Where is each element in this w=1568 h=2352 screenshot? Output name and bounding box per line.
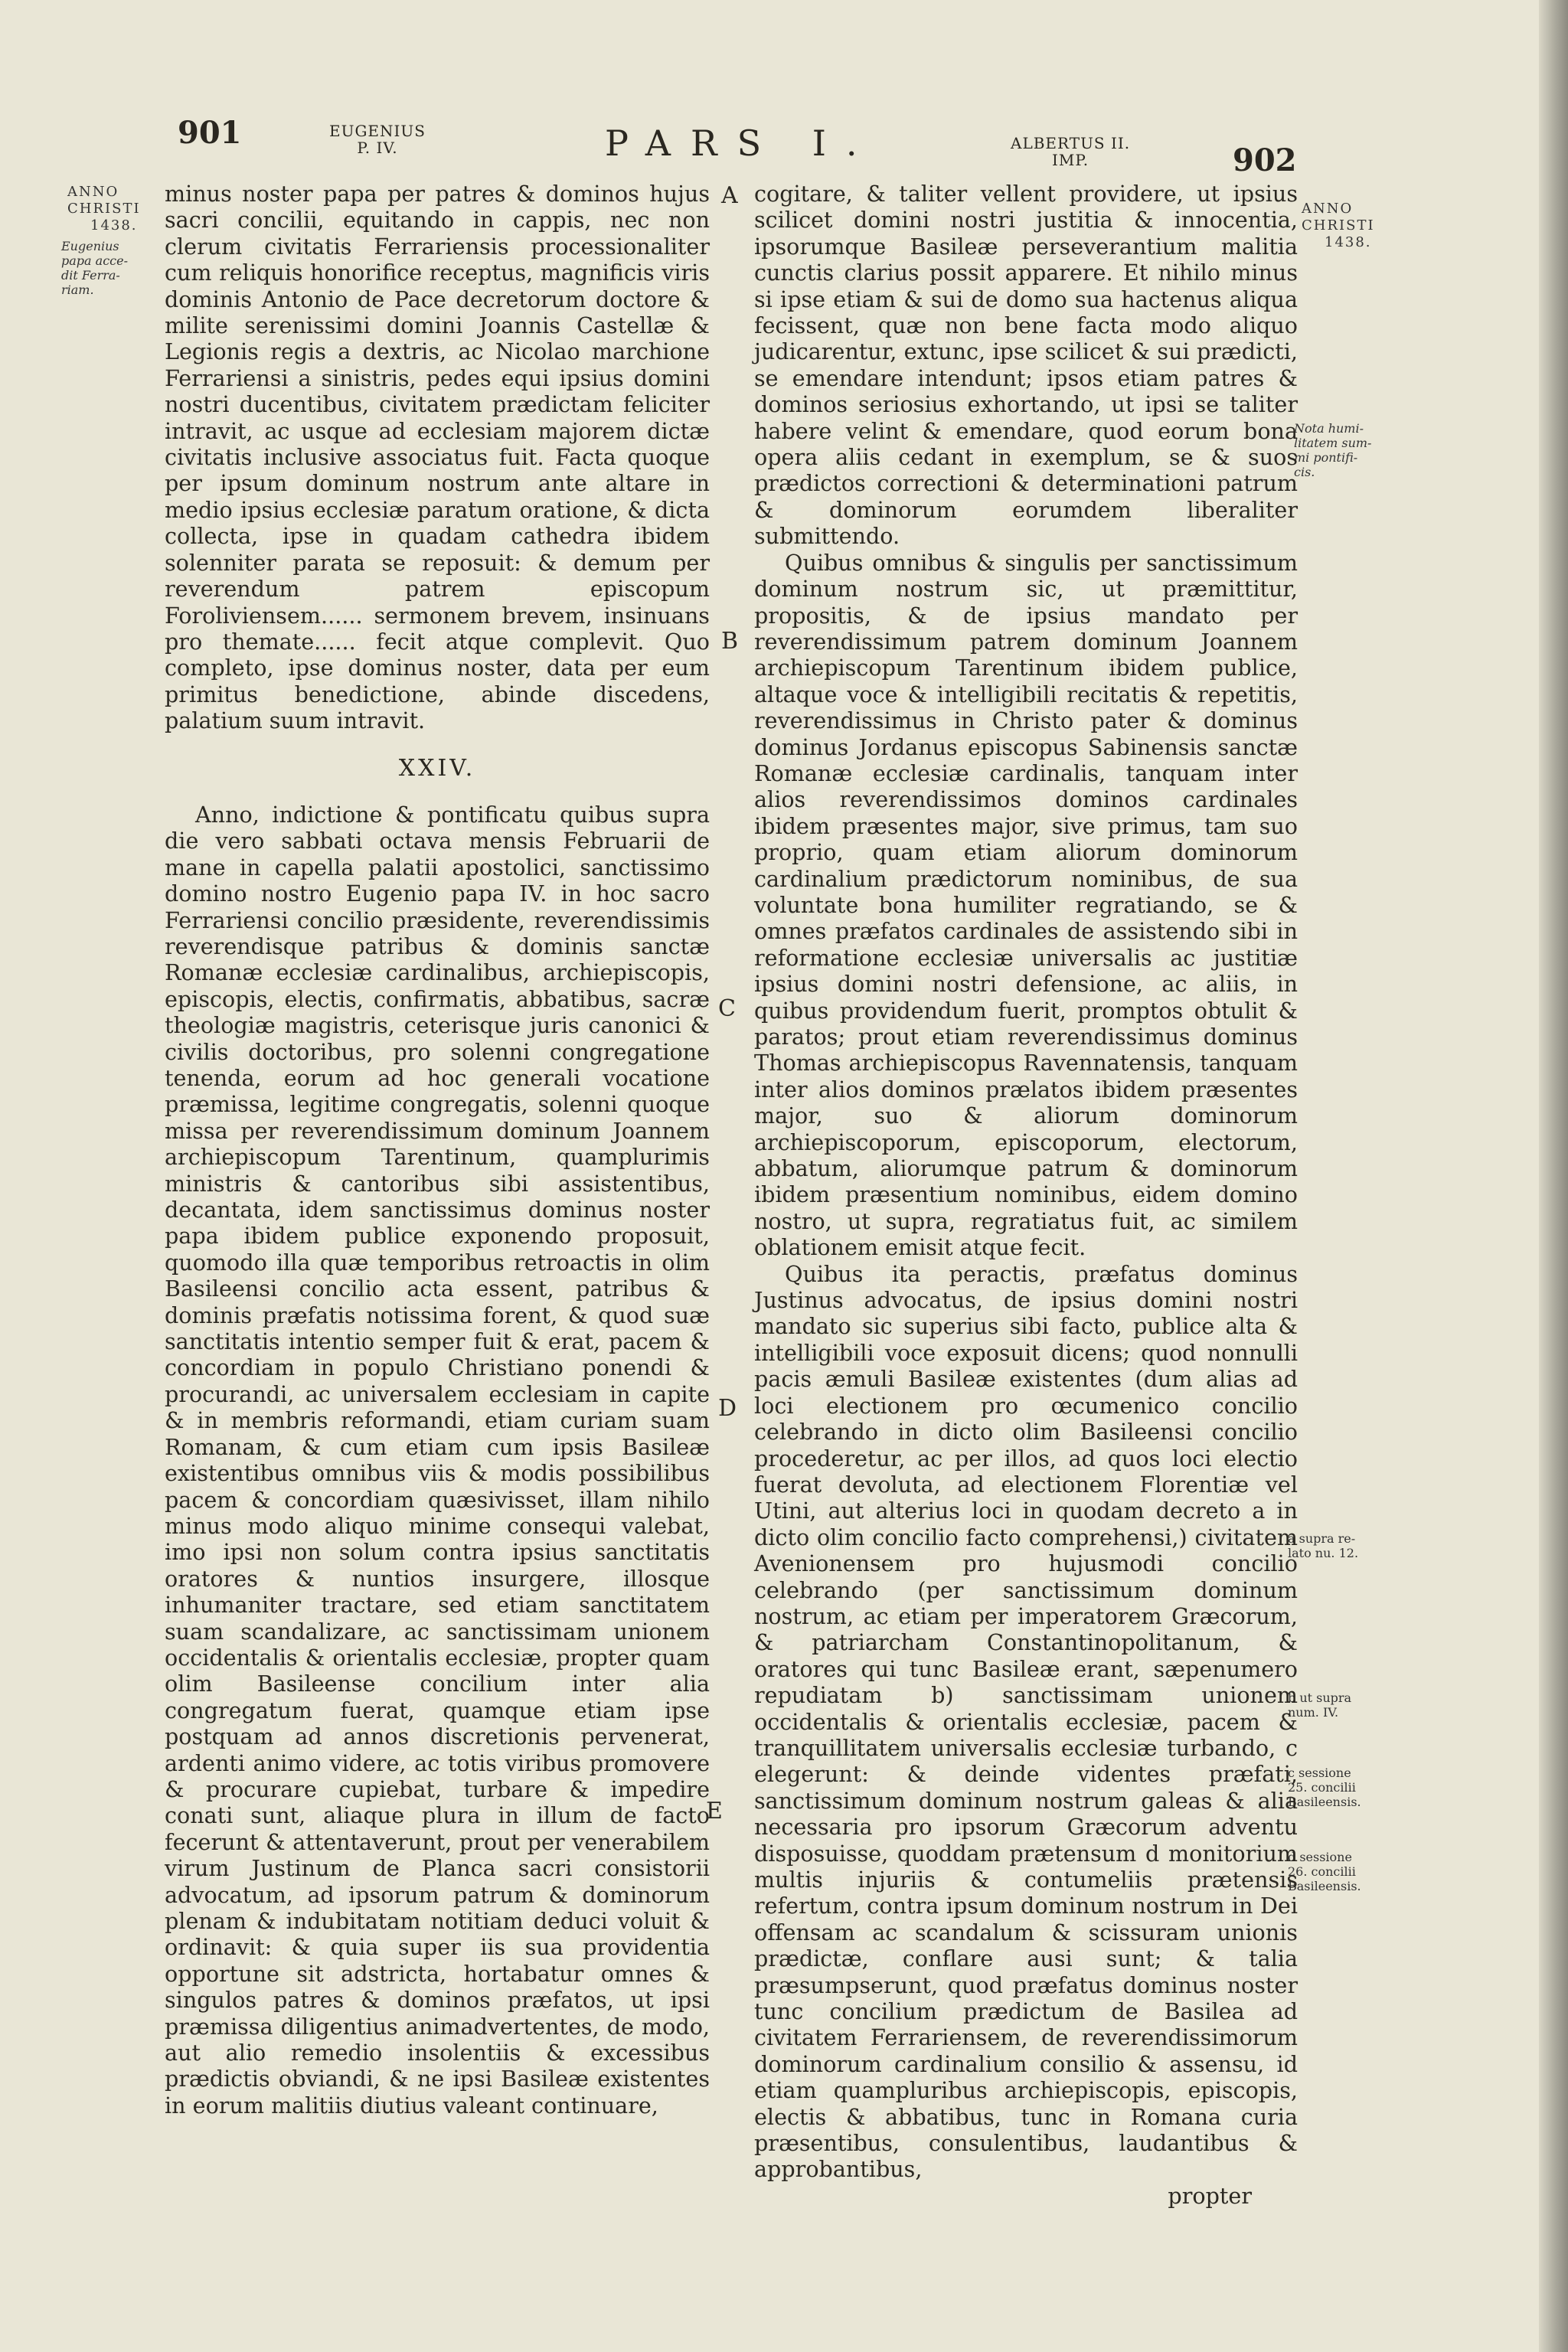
running-head-line: EUGENIUS (329, 122, 426, 140)
left-margin-year (67, 184, 141, 234)
page-edge-shadow (1539, 0, 1568, 2352)
margin-note-line: Basileensis. (1288, 1795, 1361, 1809)
right-margin-year (1302, 201, 1375, 251)
margin-year: 1438. (90, 217, 138, 234)
margin-note-line: Basileensis. (1288, 1879, 1361, 1893)
margin-christi: CHRISTI (1302, 217, 1375, 234)
margin-note-line: b ut supra (1288, 1690, 1352, 1705)
running-head-line: P. IV. (357, 139, 398, 157)
margin-note-line: c sessione (1288, 1766, 1351, 1780)
left-running-head (329, 122, 426, 156)
page-title: PARS I. (605, 122, 877, 164)
margin-note-line: 25. concilii (1288, 1780, 1356, 1795)
margin-anno: ANNO (67, 184, 119, 200)
right-running-head (1011, 135, 1130, 168)
right-margin-note-humilitatem (1294, 421, 1371, 479)
right-paragraph-2: Quibus omnibus & singulis per sanctissimum dominum nostrum sic, ut præmittitur, propositis, & de ipsius mandato per reverendissimum patrem dominum Joannem archiepiscopum Tarentinum ibidem publice, altaque voce & intelligibili recitatis & repetitis, reverendissimus in Christo pater & dominus dominus Jordanus episcopus Sabinensis sanctæ Romanæ ecclesiæ cardinalis, tanquam inter alios reverendissimos dominos cardinales ibidem præsentes major, sive primus, tam suo proprio, quam etiam aliorum dominorum cardinalium prædictorum nominibus, de sua voluntate bona humiliter regratiando, se & omnes præfatos cardinales de assistendo sibi in reformatione ecclesiæ universalis ac justitiæ ipsius domini nostri defensione, ac aliis, in quibus providendum fuerit, promptos obtulit & paratos; prout etiam reverendissimus dominus Thomas archiepiscopus Ravennatensis, tanquam inter alios dominos prælatos ibidem præsentes major, suo & aliorum dominorum archiepiscoporum, episcoporum, electorum, abbatum, aliorumque patrum & dominorum ibidem præsentium nominibus, eidem domino nostro, ut supra, regratiatus fuit, ac similem oblationem emisit atque fecit. (754, 549, 1298, 1261)
running-head-line: IMP. (1052, 151, 1089, 169)
margin-note-line: num. IV. (1288, 1705, 1339, 1720)
right-paragraph-1: cogitare, & taliter vellent providere, ut ipsius scilicet domini nostri justitia & innocentia, ipsorumque Basileæ perseverantium malitia cunctis clarius possit apparere. Et nihilo minus si ipse etiam & sui de domo sua hactenus aliqua fecissent, quæ non bene facta modo aliquo judicarentur, extunc, ipse scilicet & sui prædicti, se emendare intendunt; ipsos etiam patres & dominos seriosius exhortando, ut ipsi se taliter habere velint & emendare, quod eorum bona opera aliis cedant in exemplum, se & suos prædictos correctioni & determinationi patrum & dominorum eorumdem liberaliter submittendo. (754, 181, 1298, 550)
section-heading: XXIV. (398, 754, 476, 782)
margin-note-line: litatem sum- (1294, 436, 1372, 450)
section-letter-c: C (718, 995, 736, 1022)
margin-note-line: Nota humi- (1294, 421, 1364, 436)
catchword: propter (1168, 2182, 1252, 2209)
margin-anno: ANNO (1302, 201, 1354, 217)
margin-note-line: riam. (61, 283, 94, 297)
section-letter-b: B (721, 628, 739, 655)
margin-note-line: lato nu. 12. (1288, 1546, 1359, 1560)
margin-note-line: papa acce- (61, 253, 128, 268)
section-letter-d: D (718, 1395, 737, 1422)
right-paragraph-3: Quibus ita peractis, præfatus dominus Justinus advocatus, de ipsius domini nostri mandato sic superius sibi facto, publice alta & intelligibili voce exposuit dicens; quod nonnulli pacis æmuli Basileæ existentes (dum alias ad loci electionem pro œcumenico concilio celebrando in dicto olim Basileensi concilio procederetur, ac per illos, ad quos loci electio fuerat devoluta, ad electionem Florentiæ vel Utini, aut alterius loci in quodam decreto a in dicto olim concilio facto comprehensi,) civitatem Avenionensem pro hujusmodi concilio celebrando (per sanctissimum dominum nostrum, ac etiam per imperatorem Græcorum, & patriarcham Constantinopolitanum, & oratores qui tunc Basileæ erant, sæpenumero repudiatam b) sanctissimam unionem occidentalis & orientalis ecclesiæ, pacem & tranquillitatem universalis ecclesiæ turbando, c elegerunt: & deinde videntes præfati, sanctissimum dominum nostrum galeas & alia necessaria pro ipsorum Græcorum adventu disposuisse, quoddam prætensum d monitorium multis injuriis & contumeliis prætensis refertum, contra ipsum dominum nostrum in Dei offensam ac scandalum & scissuram unionis prædictæ, conflare ausi sunt; & talia præsumpserunt, quod præfatus dominus noster tunc concilium prædictum de Basilea ad civitatem Ferrariensem, de reverendissimorum dominorum cardinalium consilio & assensu, id etiam quampluribus archiepiscopis, episcopis, electis & abbatibus, tunc in Romana curia præsentibus, consulentibus, laudantibus & approbantibus, (754, 1260, 1298, 2183)
section-letter-a: A (721, 182, 738, 209)
margin-note-line: a supra re- (1288, 1531, 1356, 1546)
left-text-column (165, 181, 710, 2118)
margin-note-line: 26. concilii (1288, 1864, 1356, 1879)
left-margin-note (61, 239, 128, 297)
right-margin-note-a (1288, 1531, 1358, 1560)
running-head-line: ALBERTUS II. (1011, 134, 1131, 152)
margin-year: 1438. (1325, 234, 1372, 250)
left-paragraph-2: Anno, indictione & pontificatu quibus supra die vero sabbati octava mensis Februarii de mane in capella palatii apostolici, sanctissimo domino nostro Eugenio papa IV. in hoc sacro Ferrariensi concilio præsidente, reverendissimis reverendisque patribus & dominis sanctæ Romanæ ecclesiæ cardinalibus, archiepiscopis, episcopis, electis, confirmatis, abbatibus, sacræ theologiæ magistris, ceterisque juris canonici & civilis doctoribus, pro solenni congregatione tenenda, eorum ad hoc generali vocatione præmissa, legitime congregatis, solenni quoque missa per reverendissimum dominum Joannem archiepiscopum Tarentinum, quamplurimis ministris & cantoribus sibi assistentibus, decantata, idem sanctissimus dominus noster papa ibidem publice exponendo proposuit, quomodo illa quæ temporibus retroactis in olim Basileensi concilio acta essent, patribus & dominis præfatis notissima forent, & quod suæ sanctitatis intentio semper fuit & erat, pacem & concordiam in populo Christiano ponendi & procurandi, ac universalem ecclesiam in capite & in membris reformandi, etiam curiam suam Romanam, & cum etiam cum ipsis Basileæ existentibus omnibus viis & modis possibilibus pacem & concordiam quæsivisset, illam nihilo minus modo aliquo minime consequi valebat, imo ipsi non solum contra ipsius sanctitatis oratores & nuntios insurgere, illosque inhumaniter tractare, sed etiam sanctitatem suam scandalizare, ac sanctissimam unionem occidentalis & orientalis ecclesiæ, propter quam olim Basileense concilium inter alia congregatum fuerat, quamque etiam ipse postquam ad annos discretionis pervenerat, ardenti animo videre, ac totis viribus promovere & procurare cupiebat, turbare & impedire conati sunt, aliaque plura in illum de facto fecerunt & attentaverunt, prout per venerabilem virum Justinum de Planca sacri consistorii advocatum, ad ipsorum patrum & dominorum plenam & indubitatam notitiam deduci voluit & ordinavit: & quia super iis sua providentia opportune sit adstricta, hortabatur omnes & singulos patres & dominos præfatos, ut ipsi præmissa diligentius animadvertentes, de modo, aut alio remedio insolentiis & excessibus prædictis obviandi, & ne ipsi Basileæ existentes in eorum malitiis diutius valeant continuare, (165, 801, 710, 2118)
section-letter-e: E (706, 1798, 723, 1824)
left-paragraph-1: minus noster papa per patres & dominos hujus sacri concilii, equitando in cappis, nec non clerum civitatis Ferrariensis processionaliter cum reliquis honorifice receptus, magnificis viris dominis Antonio de Pace decretorum doctore & milite serenissimi domini Joannis Castellæ & Legionis regis a dextris, ac Nicolao marchione Ferrariensi a sinistris, pedes equi ipsius domini nostri ducentibus, civitatem prædictam feliciter intravit, ac usque ad ecclesiam majorem dictæ civitatis inclusive associatus fuit. Facta quoque per ipsum dominum nostrum ante altare in medio ipsius ecclesiæ paratum oratione, & dicta collecta, ipse in quadam cathedra ibidem solenniter parata se reposuit: & demum per reverendum patrem episcopum Foroliviensem...... sermonem brevem, insinuans pro themate...... fecit atque complevit. Quo completo, ipse dominus noster, data per eum primitus benedictione, abinde discedens, palatium suum intravit. (165, 181, 710, 734)
margin-note-line: cis. (1294, 465, 1315, 479)
left-page-number: 901 (178, 115, 242, 151)
margin-note-line: d sessione (1288, 1850, 1352, 1864)
right-page-number: 902 (1233, 142, 1297, 178)
right-text-column (754, 181, 1298, 2209)
right-margin-note-c (1288, 1766, 1361, 1809)
right-margin-note-d (1288, 1850, 1361, 1893)
margin-note-line: Eugenius (61, 239, 119, 253)
margin-note-line: dit Ferra- (61, 268, 120, 283)
margin-christi: CHRISTI (67, 201, 141, 217)
margin-note-line: mi pontifi- (1294, 450, 1358, 465)
